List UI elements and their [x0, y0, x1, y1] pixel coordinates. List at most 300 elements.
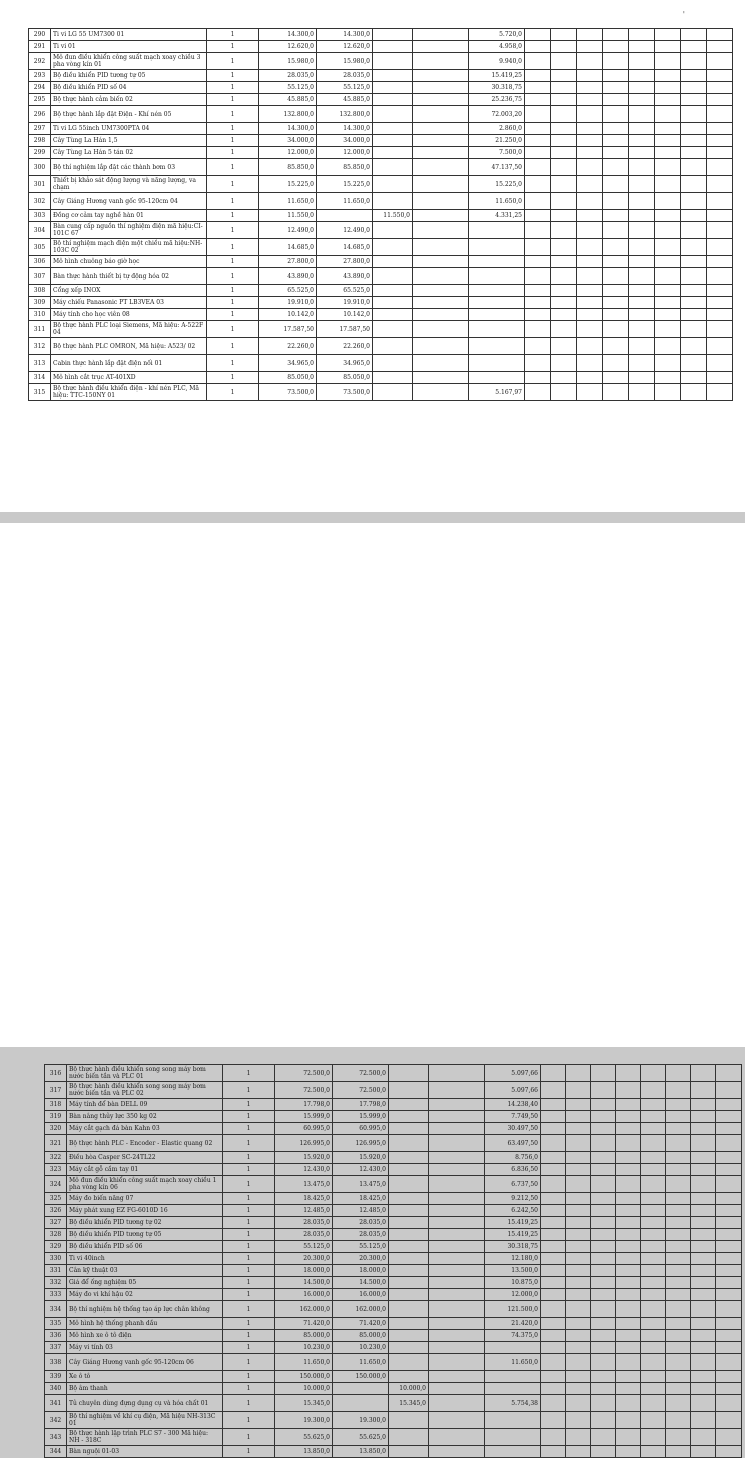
other-value	[373, 106, 413, 123]
empty-cell	[691, 1342, 716, 1354]
remaining-value	[485, 1371, 541, 1383]
empty-cell	[429, 1152, 485, 1164]
other-value	[389, 1176, 429, 1193]
empty-cell	[707, 222, 733, 239]
empty-cell	[641, 1289, 666, 1301]
unit-price: 18.000,0	[275, 1265, 333, 1277]
row-number: 306	[29, 256, 51, 268]
empty-cell	[591, 1301, 616, 1318]
remaining-value	[469, 239, 525, 256]
row-number: 325	[45, 1193, 67, 1205]
empty-cell	[629, 41, 655, 53]
unit-price: 65.525,0	[259, 285, 317, 297]
asset-name: Ti vi LG 55 UM7300 01	[51, 29, 207, 41]
empty-cell	[616, 1289, 641, 1301]
asset-name: Bộ âm thanh	[67, 1383, 223, 1395]
empty-cell	[655, 210, 681, 222]
empty-cell	[551, 309, 577, 321]
table-row	[45, 1429, 742, 1446]
empty-cell	[629, 123, 655, 135]
empty-cell	[577, 210, 603, 222]
empty-cell	[681, 41, 707, 53]
empty-cell	[577, 193, 603, 210]
quantity: 1	[223, 1111, 275, 1123]
unit-price: 20.300,0	[275, 1253, 333, 1265]
empty-cell	[603, 297, 629, 309]
empty-cell	[716, 1265, 742, 1277]
empty-cell	[591, 1383, 616, 1395]
empty-cell	[525, 53, 551, 70]
empty-cell	[655, 70, 681, 82]
empty-cell	[707, 123, 733, 135]
empty-cell	[566, 1164, 591, 1176]
empty-cell	[629, 176, 655, 193]
table-row	[29, 384, 733, 401]
empty-cell	[541, 1241, 566, 1253]
row-number: 300	[29, 159, 51, 176]
empty-cell	[707, 338, 733, 355]
unit-price: 43.890,0	[259, 268, 317, 285]
row-number: 312	[29, 338, 51, 355]
empty-cell	[681, 372, 707, 384]
empty-cell	[641, 1205, 666, 1217]
empty-cell	[541, 1065, 566, 1082]
empty-cell	[616, 1265, 641, 1277]
empty-cell	[681, 285, 707, 297]
unit-price: 19.910,0	[259, 297, 317, 309]
empty-cell	[577, 285, 603, 297]
empty-cell	[655, 53, 681, 70]
table-row	[45, 1241, 742, 1253]
empty-cell	[577, 135, 603, 147]
other-value	[389, 1099, 429, 1111]
total-value: 65.525,0	[317, 285, 373, 297]
empty-cell	[655, 384, 681, 401]
empty-cell	[707, 239, 733, 256]
empty-cell	[591, 1152, 616, 1164]
empty-cell	[716, 1318, 742, 1330]
empty-cell	[413, 309, 469, 321]
empty-cell	[429, 1176, 485, 1193]
other-value	[373, 70, 413, 82]
remaining-value: 21.250,0	[469, 135, 525, 147]
empty-cell	[566, 1082, 591, 1099]
quantity: 1	[207, 29, 259, 41]
remaining-value: 5.097,66	[485, 1065, 541, 1082]
empty-cell	[525, 106, 551, 123]
empty-cell	[603, 222, 629, 239]
empty-cell	[629, 384, 655, 401]
empty-cell	[577, 41, 603, 53]
remaining-value: 6.836,50	[485, 1164, 541, 1176]
empty-cell	[641, 1193, 666, 1205]
remaining-value	[469, 355, 525, 372]
empty-cell	[429, 1446, 485, 1458]
quantity: 1	[207, 321, 259, 338]
remaining-value: 30.497,50	[485, 1123, 541, 1135]
empty-cell	[603, 372, 629, 384]
table-row	[29, 106, 733, 123]
total-value: 12.620,0	[317, 41, 373, 53]
empty-cell	[603, 53, 629, 70]
empty-cell	[629, 355, 655, 372]
empty-cell	[655, 355, 681, 372]
row-number: 334	[45, 1301, 67, 1318]
empty-cell	[691, 1176, 716, 1193]
empty-cell	[629, 193, 655, 210]
other-value	[389, 1371, 429, 1383]
row-number: 333	[45, 1289, 67, 1301]
empty-cell	[666, 1241, 691, 1253]
asset-name: Bộ điều khiển PID tương tự 05	[51, 70, 207, 82]
asset-name: Mô hình hệ thống phanh dầu	[67, 1318, 223, 1330]
unit-price: 11.650,0	[275, 1354, 333, 1371]
empty-cell	[566, 1135, 591, 1152]
total-value: 10.230,0	[333, 1342, 389, 1354]
table-row	[29, 159, 733, 176]
row-number: 341	[45, 1395, 67, 1412]
empty-cell	[577, 321, 603, 338]
empty-cell	[629, 309, 655, 321]
table-row	[45, 1395, 742, 1412]
empty-cell	[655, 193, 681, 210]
row-number: 335	[45, 1318, 67, 1330]
asset-name: Máy cắt gỗ cầm tay 01	[67, 1164, 223, 1176]
asset-name: Cân kỹ thuật 03	[67, 1265, 223, 1277]
other-value	[389, 1123, 429, 1135]
total-value: 14.500,0	[333, 1277, 389, 1289]
empty-cell	[616, 1446, 641, 1458]
empty-cell	[551, 123, 577, 135]
quantity: 1	[223, 1123, 275, 1135]
asset-name: Bàn nguội 01-03	[67, 1446, 223, 1458]
empty-cell	[591, 1111, 616, 1123]
empty-cell	[691, 1395, 716, 1412]
empty-cell	[525, 384, 551, 401]
other-value: 15.345,0	[389, 1395, 429, 1412]
empty-cell	[566, 1217, 591, 1229]
empty-cell	[641, 1253, 666, 1265]
table-row	[45, 1205, 742, 1217]
asset-table-top	[28, 28, 733, 401]
empty-cell	[591, 1412, 616, 1429]
empty-cell	[429, 1383, 485, 1395]
empty-cell	[413, 372, 469, 384]
empty-cell	[525, 338, 551, 355]
empty-cell	[655, 159, 681, 176]
total-value: 20.300,0	[333, 1253, 389, 1265]
empty-cell	[655, 147, 681, 159]
empty-cell	[566, 1446, 591, 1458]
empty-cell	[429, 1265, 485, 1277]
empty-cell	[681, 297, 707, 309]
empty-cell	[629, 210, 655, 222]
empty-cell	[681, 309, 707, 321]
empty-cell	[655, 222, 681, 239]
empty-cell	[716, 1277, 742, 1289]
empty-cell	[666, 1342, 691, 1354]
empty-cell	[525, 29, 551, 41]
empty-cell	[566, 1383, 591, 1395]
empty-cell	[541, 1371, 566, 1383]
empty-cell	[629, 372, 655, 384]
quantity: 1	[223, 1265, 275, 1277]
empty-cell	[525, 159, 551, 176]
total-value: 11.650,0	[333, 1354, 389, 1371]
empty-cell	[691, 1265, 716, 1277]
asset-name: Cabin thực hành lắp đặt điện nối 01	[51, 355, 207, 372]
empty-cell	[641, 1176, 666, 1193]
empty-cell	[629, 222, 655, 239]
empty-cell	[566, 1301, 591, 1318]
unit-price: 11.650,0	[259, 193, 317, 210]
empty-cell	[566, 1371, 591, 1383]
empty-cell	[591, 1135, 616, 1152]
quantity: 1	[207, 297, 259, 309]
row-number: 331	[45, 1265, 67, 1277]
table-row	[45, 1253, 742, 1265]
quantity: 1	[223, 1135, 275, 1152]
table-row	[45, 1446, 742, 1458]
other-value	[389, 1301, 429, 1318]
empty-cell	[566, 1065, 591, 1082]
remaining-value: 25.236,75	[469, 94, 525, 106]
empty-cell	[551, 159, 577, 176]
total-value: 18.425,0	[333, 1193, 389, 1205]
total-value: 28.035,0	[333, 1229, 389, 1241]
asset-name: Máy vi tính 03	[67, 1342, 223, 1354]
empty-cell	[716, 1429, 742, 1446]
quantity: 1	[223, 1164, 275, 1176]
empty-cell	[655, 297, 681, 309]
quantity: 1	[207, 338, 259, 355]
table-row	[45, 1164, 742, 1176]
empty-cell	[691, 1301, 716, 1318]
empty-cell	[603, 94, 629, 106]
empty-cell	[429, 1253, 485, 1265]
empty-cell	[541, 1205, 566, 1217]
table-row	[29, 176, 733, 193]
remaining-value	[469, 297, 525, 309]
quantity: 1	[207, 355, 259, 372]
empty-cell	[716, 1164, 742, 1176]
other-value	[373, 256, 413, 268]
other-value	[373, 29, 413, 41]
total-value: 73.500,0	[317, 384, 373, 401]
table-row	[29, 222, 733, 239]
empty-cell	[566, 1318, 591, 1330]
total-value: 16.000,0	[333, 1289, 389, 1301]
row-number: 339	[45, 1371, 67, 1383]
asset-name: Bộ thí nghiệm mạch điện một chiều mã hiệu:NH-103C 02	[51, 239, 207, 256]
quantity: 1	[223, 1152, 275, 1164]
other-value	[373, 123, 413, 135]
empty-cell	[577, 384, 603, 401]
empty-cell	[681, 147, 707, 159]
other-value	[389, 1193, 429, 1205]
empty-cell	[641, 1429, 666, 1446]
row-number: 342	[45, 1412, 67, 1429]
table-row	[45, 1176, 742, 1193]
empty-cell	[413, 94, 469, 106]
unit-price: 55.625,0	[275, 1429, 333, 1446]
table-row	[45, 1065, 742, 1082]
total-value: 17.587,50	[317, 321, 373, 338]
quantity: 1	[207, 123, 259, 135]
empty-cell	[707, 193, 733, 210]
asset-name: Cây Giáng Hương vanh gốc 95-120cm 06	[67, 1354, 223, 1371]
empty-cell	[525, 268, 551, 285]
empty-cell	[716, 1395, 742, 1412]
empty-cell	[525, 321, 551, 338]
other-value	[389, 1229, 429, 1241]
quantity: 1	[207, 41, 259, 53]
empty-cell	[429, 1111, 485, 1123]
remaining-value: 11.650,0	[485, 1354, 541, 1371]
row-number: 290	[29, 29, 51, 41]
asset-name: Máy cắt gạch đá bàn Kahn 03	[67, 1123, 223, 1135]
empty-cell	[577, 372, 603, 384]
empty-cell	[525, 285, 551, 297]
empty-cell	[716, 1135, 742, 1152]
empty-cell	[716, 1253, 742, 1265]
empty-cell	[429, 1371, 485, 1383]
empty-cell	[413, 338, 469, 355]
empty-cell	[577, 338, 603, 355]
empty-cell	[551, 239, 577, 256]
table-row	[29, 193, 733, 210]
empty-cell	[629, 268, 655, 285]
table-row	[29, 309, 733, 321]
table-row	[45, 1371, 742, 1383]
remaining-value	[469, 268, 525, 285]
remaining-value: 30.318,75	[469, 82, 525, 94]
unit-price: 71.420,0	[275, 1318, 333, 1330]
empty-cell	[525, 239, 551, 256]
total-value: 72.500,0	[333, 1065, 389, 1082]
empty-cell	[413, 256, 469, 268]
empty-cell	[616, 1241, 641, 1253]
unit-price: 15.999,0	[275, 1111, 333, 1123]
empty-cell	[429, 1301, 485, 1318]
quantity: 1	[223, 1354, 275, 1371]
empty-cell	[666, 1065, 691, 1082]
total-value: 150.000,0	[333, 1371, 389, 1383]
asset-name: Xe ô tô	[67, 1371, 223, 1383]
other-value	[389, 1065, 429, 1082]
empty-cell	[616, 1099, 641, 1111]
empty-cell	[707, 159, 733, 176]
empty-cell	[691, 1152, 716, 1164]
empty-cell	[413, 297, 469, 309]
empty-cell	[666, 1412, 691, 1429]
empty-cell	[603, 268, 629, 285]
empty-cell	[641, 1383, 666, 1395]
empty-cell	[525, 41, 551, 53]
unit-price: 16.000,0	[275, 1289, 333, 1301]
empty-cell	[603, 82, 629, 94]
row-number: 313	[29, 355, 51, 372]
empty-cell	[577, 106, 603, 123]
quantity: 1	[207, 309, 259, 321]
asset-name: Bộ điều khiển PID số 06	[67, 1241, 223, 1253]
other-value: 11.550,0	[373, 210, 413, 222]
quantity: 1	[223, 1289, 275, 1301]
empty-cell	[413, 41, 469, 53]
remaining-value: 5.754,38	[485, 1395, 541, 1412]
quantity: 1	[207, 70, 259, 82]
quantity: 1	[223, 1176, 275, 1193]
total-value: 15.980,0	[317, 53, 373, 70]
quantity: 1	[223, 1318, 275, 1330]
empty-cell	[603, 176, 629, 193]
quantity: 1	[223, 1301, 275, 1318]
table-row	[29, 338, 733, 355]
row-number: 326	[45, 1205, 67, 1217]
unit-price: 15.980,0	[259, 53, 317, 70]
empty-cell	[591, 1099, 616, 1111]
empty-cell	[551, 297, 577, 309]
unit-price: 27.800,0	[259, 256, 317, 268]
asset-name: Ti vi 40inch	[67, 1253, 223, 1265]
empty-cell	[616, 1217, 641, 1229]
quantity: 1	[207, 94, 259, 106]
empty-cell	[666, 1229, 691, 1241]
asset-rows-top	[29, 29, 733, 401]
empty-cell	[429, 1241, 485, 1253]
empty-cell	[629, 256, 655, 268]
remaining-value: 74.375,0	[485, 1330, 541, 1342]
empty-cell	[629, 321, 655, 338]
remaining-value: 12.000,0	[485, 1289, 541, 1301]
unit-price: 85.850,0	[259, 159, 317, 176]
total-value: 11.650,0	[317, 193, 373, 210]
unit-price: 17.587,50	[259, 321, 317, 338]
unit-price: 150.000,0	[275, 1371, 333, 1383]
empty-cell	[681, 29, 707, 41]
empty-cell	[707, 309, 733, 321]
empty-cell	[616, 1135, 641, 1152]
empty-cell	[666, 1164, 691, 1176]
empty-cell	[616, 1383, 641, 1395]
empty-cell	[641, 1446, 666, 1458]
empty-cell	[666, 1395, 691, 1412]
unit-price: 10.142,0	[259, 309, 317, 321]
empty-cell	[707, 94, 733, 106]
empty-cell	[641, 1123, 666, 1135]
empty-cell	[691, 1241, 716, 1253]
empty-cell	[616, 1065, 641, 1082]
empty-cell	[541, 1412, 566, 1429]
total-value: 13.475,0	[333, 1176, 389, 1193]
unit-price: 14.300,0	[259, 123, 317, 135]
empty-cell	[716, 1082, 742, 1099]
empty-cell	[541, 1217, 566, 1229]
other-value	[389, 1354, 429, 1371]
other-value	[373, 297, 413, 309]
total-value: 28.035,0	[333, 1217, 389, 1229]
row-number: 336	[45, 1330, 67, 1342]
row-number: 338	[45, 1354, 67, 1371]
empty-cell	[655, 94, 681, 106]
quantity: 1	[223, 1065, 275, 1082]
empty-cell	[641, 1111, 666, 1123]
empty-cell	[707, 321, 733, 338]
remaining-value: 9.940,0	[469, 53, 525, 70]
empty-cell	[666, 1152, 691, 1164]
asset-name: Máy tính cho học viên 08	[51, 309, 207, 321]
empty-cell	[603, 210, 629, 222]
